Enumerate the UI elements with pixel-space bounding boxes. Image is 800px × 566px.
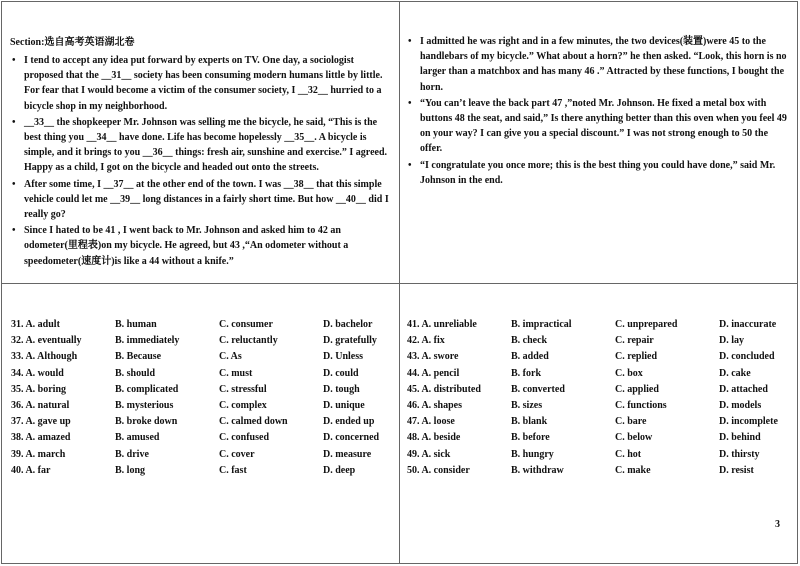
- option-choice: D. concerned: [323, 432, 380, 444]
- option-choice: C. fast: [219, 464, 247, 476]
- option-choice: B. immediately: [115, 335, 180, 347]
- option-choice: 42. A. fix: [407, 335, 445, 347]
- horizontal-divider: [1, 283, 798, 284]
- option-choice: D. attached: [719, 383, 768, 395]
- option-row: [11, 449, 395, 465]
- passage-left-column: [10, 36, 393, 270]
- option-choice: 38. A. amazed: [11, 432, 71, 444]
- option-choice: D. models: [719, 399, 762, 411]
- left-paragraph-list: [10, 53, 393, 269]
- option-row: [11, 400, 395, 416]
- option-choice: B. should: [115, 367, 156, 379]
- option-row: [407, 351, 791, 367]
- option-choice: 44. A. pencil: [407, 367, 460, 379]
- option-choice: C. stressful: [219, 383, 267, 395]
- option-choice: D. gratefully: [323, 335, 377, 347]
- options-right-table: [407, 319, 791, 481]
- option-choice: 46. A. shapes: [407, 399, 463, 411]
- option-choice: C. consumer: [219, 319, 273, 330]
- option-choice: D. unique: [323, 399, 365, 411]
- option-choice: B. converted: [511, 383, 565, 395]
- option-choice: D. bachelor: [323, 319, 373, 330]
- option-row: [407, 449, 791, 465]
- option-choice: B. complicated: [115, 383, 179, 395]
- option-row: [407, 432, 791, 448]
- option-choice: D. deep: [323, 464, 356, 476]
- option-row: [407, 368, 791, 384]
- option-choice: D. inaccurate: [719, 319, 777, 330]
- option-choice: D. measure: [323, 448, 372, 460]
- option-choice: B. added: [511, 351, 549, 363]
- option-choice: C. bare: [615, 416, 647, 428]
- option-row: [407, 400, 791, 416]
- option-choice: B. before: [511, 432, 550, 444]
- passage-paragraph: • “I congratulate you once more; this is the best thing you could have done,” said Mr. Johnson in the end.: [406, 158, 792, 188]
- option-choice: C. reluctantly: [219, 335, 278, 347]
- option-choice: D. thirsty: [719, 448, 760, 460]
- option-choice: C. functions: [615, 399, 667, 411]
- option-choice: 50. A. consider: [407, 464, 470, 476]
- option-choice: 49. A. sick: [407, 448, 451, 460]
- option-row: [407, 384, 791, 400]
- option-choice: 31. A. adult: [11, 319, 60, 330]
- option-row: [11, 432, 395, 448]
- option-choice: 43. A. swore: [407, 351, 459, 363]
- option-choice: C. hot: [615, 448, 642, 460]
- option-row: [11, 368, 395, 384]
- section-title: Section:选自高考英语湖北卷: [10, 37, 135, 48]
- option-choice: 36. A. natural: [11, 399, 70, 411]
- page-number: 3: [775, 519, 780, 530]
- option-choice: B. withdraw: [511, 464, 564, 476]
- option-choice: B. amused: [115, 432, 160, 444]
- option-choice: 35. A. boring: [11, 383, 67, 395]
- option-choice: D. Unless: [323, 351, 364, 363]
- option-choice: D. cake: [719, 367, 751, 379]
- option-choice: D. tough: [323, 383, 360, 395]
- option-choice: 33. A. Although: [11, 351, 78, 363]
- option-choice: 41. A. unreliable: [407, 319, 477, 330]
- option-row: [407, 416, 791, 432]
- option-choice: B. broke down: [115, 416, 178, 428]
- option-choice: 48. A. beside: [407, 432, 461, 444]
- option-choice: C. confused: [219, 432, 270, 444]
- option-choice: C. calmed down: [219, 416, 288, 428]
- option-choice: C. make: [615, 464, 651, 476]
- option-choice: C. complex: [219, 399, 267, 411]
- option-choice: C. cover: [219, 448, 255, 460]
- option-choice: B. impractical: [511, 319, 572, 330]
- passage-paragraph: • After some time, I __37__ at the other end of the town. I was __38__ that this simple vehicle could let me __39__ long distances in a fairly short time. But how __40__ did I really go?: [10, 177, 393, 223]
- option-choice: B. hungry: [511, 448, 554, 460]
- option-choice: 34. A. would: [11, 367, 64, 379]
- option-choice: C. box: [615, 367, 643, 379]
- option-row: [407, 319, 791, 335]
- option-choice: 40. A. far: [11, 464, 51, 476]
- option-choice: B. Because: [115, 351, 162, 363]
- option-row: [11, 335, 395, 351]
- option-choice: 37. A. gave up: [11, 416, 71, 428]
- option-row: [11, 351, 395, 367]
- option-choice: B. check: [511, 335, 548, 347]
- option-choice: 39. A. march: [11, 448, 66, 460]
- right-paragraph-list: [406, 34, 792, 188]
- option-choice: B. mysterious: [115, 399, 174, 411]
- option-choice: C. replied: [615, 351, 658, 363]
- option-choice: 32. A. eventually: [11, 335, 82, 347]
- option-choice: C. below: [615, 432, 653, 444]
- option-choice: D. incomplete: [719, 416, 778, 428]
- option-choice: C. must: [219, 367, 253, 379]
- option-row: [11, 319, 395, 335]
- option-choice: D. behind: [719, 432, 761, 444]
- option-choice: D. ended up: [323, 416, 375, 428]
- option-choice: C. As: [219, 351, 242, 363]
- option-choice: B. long: [115, 464, 146, 476]
- passage-paragraph: • I tend to accept any idea put forward by experts on TV. One day, a sociologist proposed that the __31__ society has been consuming modern humans little by little. For fear that I would become a victim of the consumer society, I __32__ hurried to a bicycle shop in my neighborhood.: [10, 53, 393, 114]
- options-left-table: [11, 319, 395, 481]
- passage-paragraph: • __33__ the shopkeeper Mr. Johnson was selling me the bicycle, he said, “This is the best thing you __34__ have done. Life has become hopelessly __35__. A bicycle is simple, and it brings to you __36__ things: fresh air, sunshine and exercise.” I agreed. Happy as a child, I got on the bicycle and headed out onto the streets.: [10, 115, 393, 176]
- option-choice: B. human: [115, 319, 157, 330]
- option-row: [11, 384, 395, 400]
- option-row: [407, 335, 791, 351]
- option-choice: 45. A. distributed: [407, 383, 481, 395]
- option-choice: 47. A. loose: [407, 416, 455, 428]
- passage-right-column: [406, 34, 792, 189]
- passage-paragraph: • “You can’t leave the back part 47 ,”noted Mr. Johnson. He fixed a metal box with buttons 48 the seat, and said,” Is there anything better than this oven when you feel 49 on your way? I can give you a special discount.” I was not strong enough to 50 the offer.: [406, 96, 792, 157]
- option-choice: C. unprepared: [615, 319, 678, 330]
- option-row: [407, 465, 791, 481]
- option-choice: B. sizes: [511, 399, 543, 411]
- passage-paragraph: • Since I hated to be 41 , I went back to Mr. Johnson and asked him to 42 an odometer(里程表)on my bicycle. He agreed, but 43 ,“An odometer without a speedometer(速度计)is like a 44 without a knife.”: [10, 223, 393, 269]
- passage-paragraph: • I admitted he was right and in a few minutes, the two devices(装置)were 45 to the handlebars of my bicycle.” What about a horn?” he then asked. “Look, this horn is no larger than a matchbox and has many 46 .” Attracted by these functions, I bought the horn.: [406, 34, 792, 95]
- option-choice: C. applied: [615, 383, 659, 395]
- option-choice: B. drive: [115, 448, 149, 460]
- option-row: [11, 416, 395, 432]
- option-choice: B. blank: [511, 416, 548, 428]
- option-choice: C. repair: [615, 335, 654, 347]
- option-choice: D. could: [323, 367, 359, 379]
- option-choice: D. lay: [719, 335, 744, 347]
- option-choice: D. concluded: [719, 351, 775, 363]
- option-choice: B. fork: [511, 367, 541, 379]
- option-choice: D. resist: [719, 464, 754, 476]
- option-row: [11, 465, 395, 481]
